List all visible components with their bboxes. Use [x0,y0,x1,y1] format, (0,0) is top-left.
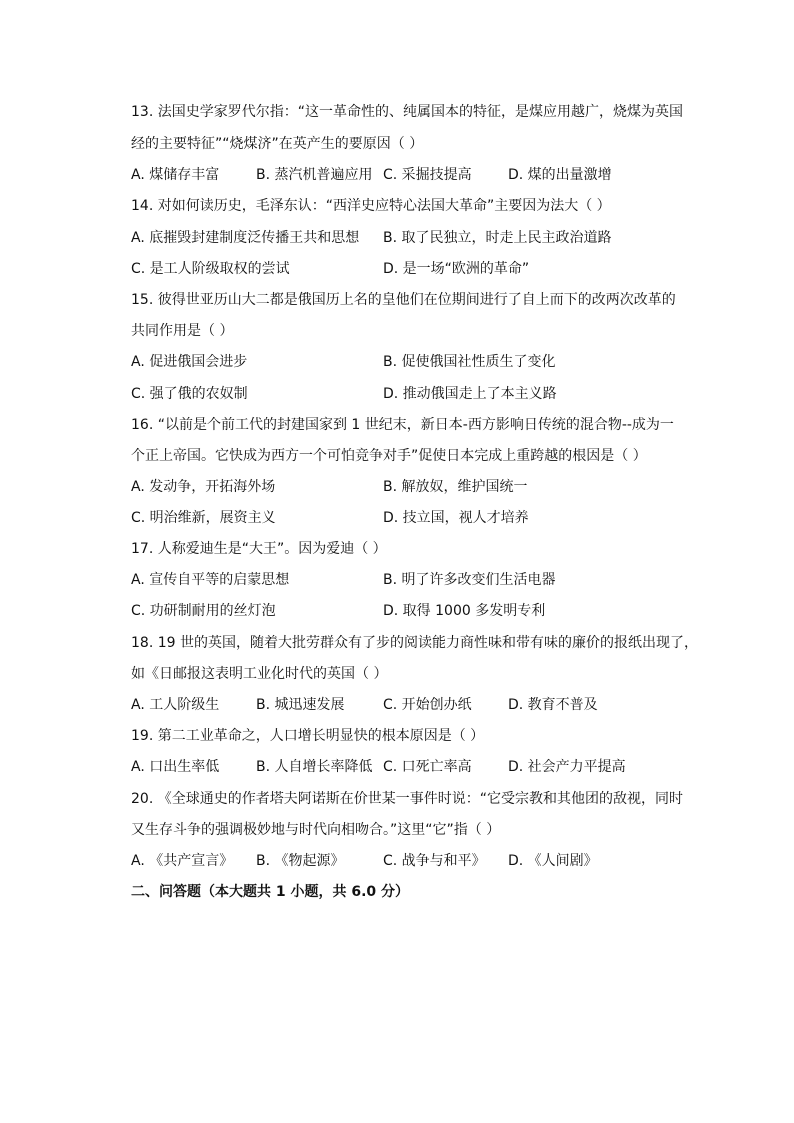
question-18-line-1: 18. 19 世的英国，随着大批劳群众有了步的阅读能力商性味和带有味的廉价的报纸出现了， [131,635,698,651]
question-13-option-d: D. 煤的出量激增 [508,167,612,183]
question-16-line-1: 16. “以前是个前工代的封建国家到 1 世纪末，新日本-西方影响日传统的混合物--成为一 [131,417,674,433]
question-18-option-c: C. 开始创办纸 [383,697,472,713]
question-14-option-a: A. 底摧毁封建制度泛传播王共和思想 [131,230,360,246]
question-14-option-b: B. 取了民独立，时走上民主政治道路 [383,230,612,246]
question-13-line-1: 13. 法国史学家罗代尔指：“这一革命性的、纯属国本的特征，是煤应用越广，烧煤为英国 [131,104,683,120]
question-16-option-c: C. 明治维新，展资主义 [131,510,276,526]
question-19-option-a: A. 口出生率低 [131,759,220,775]
question-15-option-c: C. 强了俄的农奴制 [131,386,248,402]
question-16-line-2: 个正上帝国。它快成为西方一个可怕竞争对手”促使日本完成上重跨越的根因是（ ） [131,448,647,464]
question-17-option-d: D. 取得 1000 多发明专利 [383,603,546,619]
question-18-line-2: 如《日邮报这表明工业化时代的英国（ ） [131,666,388,682]
question-13-option-b: B. 蒸汽机普遍应用 [256,167,373,183]
question-13-line-2: 经的主要特征”“烧煤济”在英产生的要原因（ ） [131,136,424,152]
question-17-option-b: B. 明了许多改变们生活电器 [383,572,556,588]
question-14-option-d: D. 是一场“欧洲的革命” [383,261,530,277]
question-20-option-b: B. 《物起源》 [256,853,345,869]
question-16-option-d: D. 技立国，视人才培养 [383,510,529,526]
question-19-option-b: B. 人自增长率降低 [256,759,373,775]
question-19-line-1: 19. 第二工业革命之，人口增长明显快的根本原因是（ ） [131,728,485,744]
question-20-line-2: 又生存斗争的强调极妙地与时代向相吻合。”这里“它”指（ ） [131,822,501,838]
question-18-option-b: B. 城迅速发展 [256,697,345,713]
question-15-line-2: 共同作用是（ ） [131,323,234,339]
question-15-option-a: A. 促进俄国会进步 [131,354,248,370]
question-13-option-c: C. 采掘技提高 [383,167,472,183]
question-15-option-b: B. 促使俄国社性质生了变化 [383,354,556,370]
question-20-option-d: D. 《人间剧》 [508,853,598,869]
question-15-option-d: D. 推动俄国走上了本主义路 [383,386,557,402]
question-18-option-d: D. 教育不普及 [508,697,598,713]
question-20-option-c: C. 战争与和平》 [383,853,486,869]
question-16-option-b: B. 解放奴，维护国统一 [383,479,528,495]
question-14-line-1: 14. 对如何读历史，毛泽东认：“西洋史应特心法国大革命”主要因为法大（ ） [131,198,611,214]
question-17-option-a: A. 宣传自平等的启蒙思想 [131,572,290,588]
question-18-option-a: A. 工人阶级生 [131,697,220,713]
question-20-option-a: A. 《共产宣言》 [131,853,234,869]
question-15-line-1: 15. 彼得世亚历山大二都是俄国历上名的皇他们在位期间进行了自上而下的改两次改革的 [131,292,676,308]
question-16-option-a: A. 发动争，开拓海外场 [131,479,276,495]
question-14-option-c: C. 是工人阶级取权的尝试 [131,261,290,277]
question-13-option-a: A. 煤储存丰富 [131,167,220,183]
section-title: 二、问答题（本大题共 1 小题，共 6.0 分） [131,884,410,900]
question-17-line-1: 17. 人称爱迪生是“大王”。因为爱迪（ ） [131,541,387,557]
question-20-line-1: 20. 《全球通史的作者塔夫阿诺斯在价世某一事件时说：“它受宗教和其他团的敌视，同时 [131,791,683,807]
question-19-option-d: D. 社会产力平提高 [508,759,626,775]
question-19-option-c: C. 口死亡率高 [383,759,472,775]
question-17-option-c: C. 功研制耐用的丝灯泡 [131,603,276,619]
